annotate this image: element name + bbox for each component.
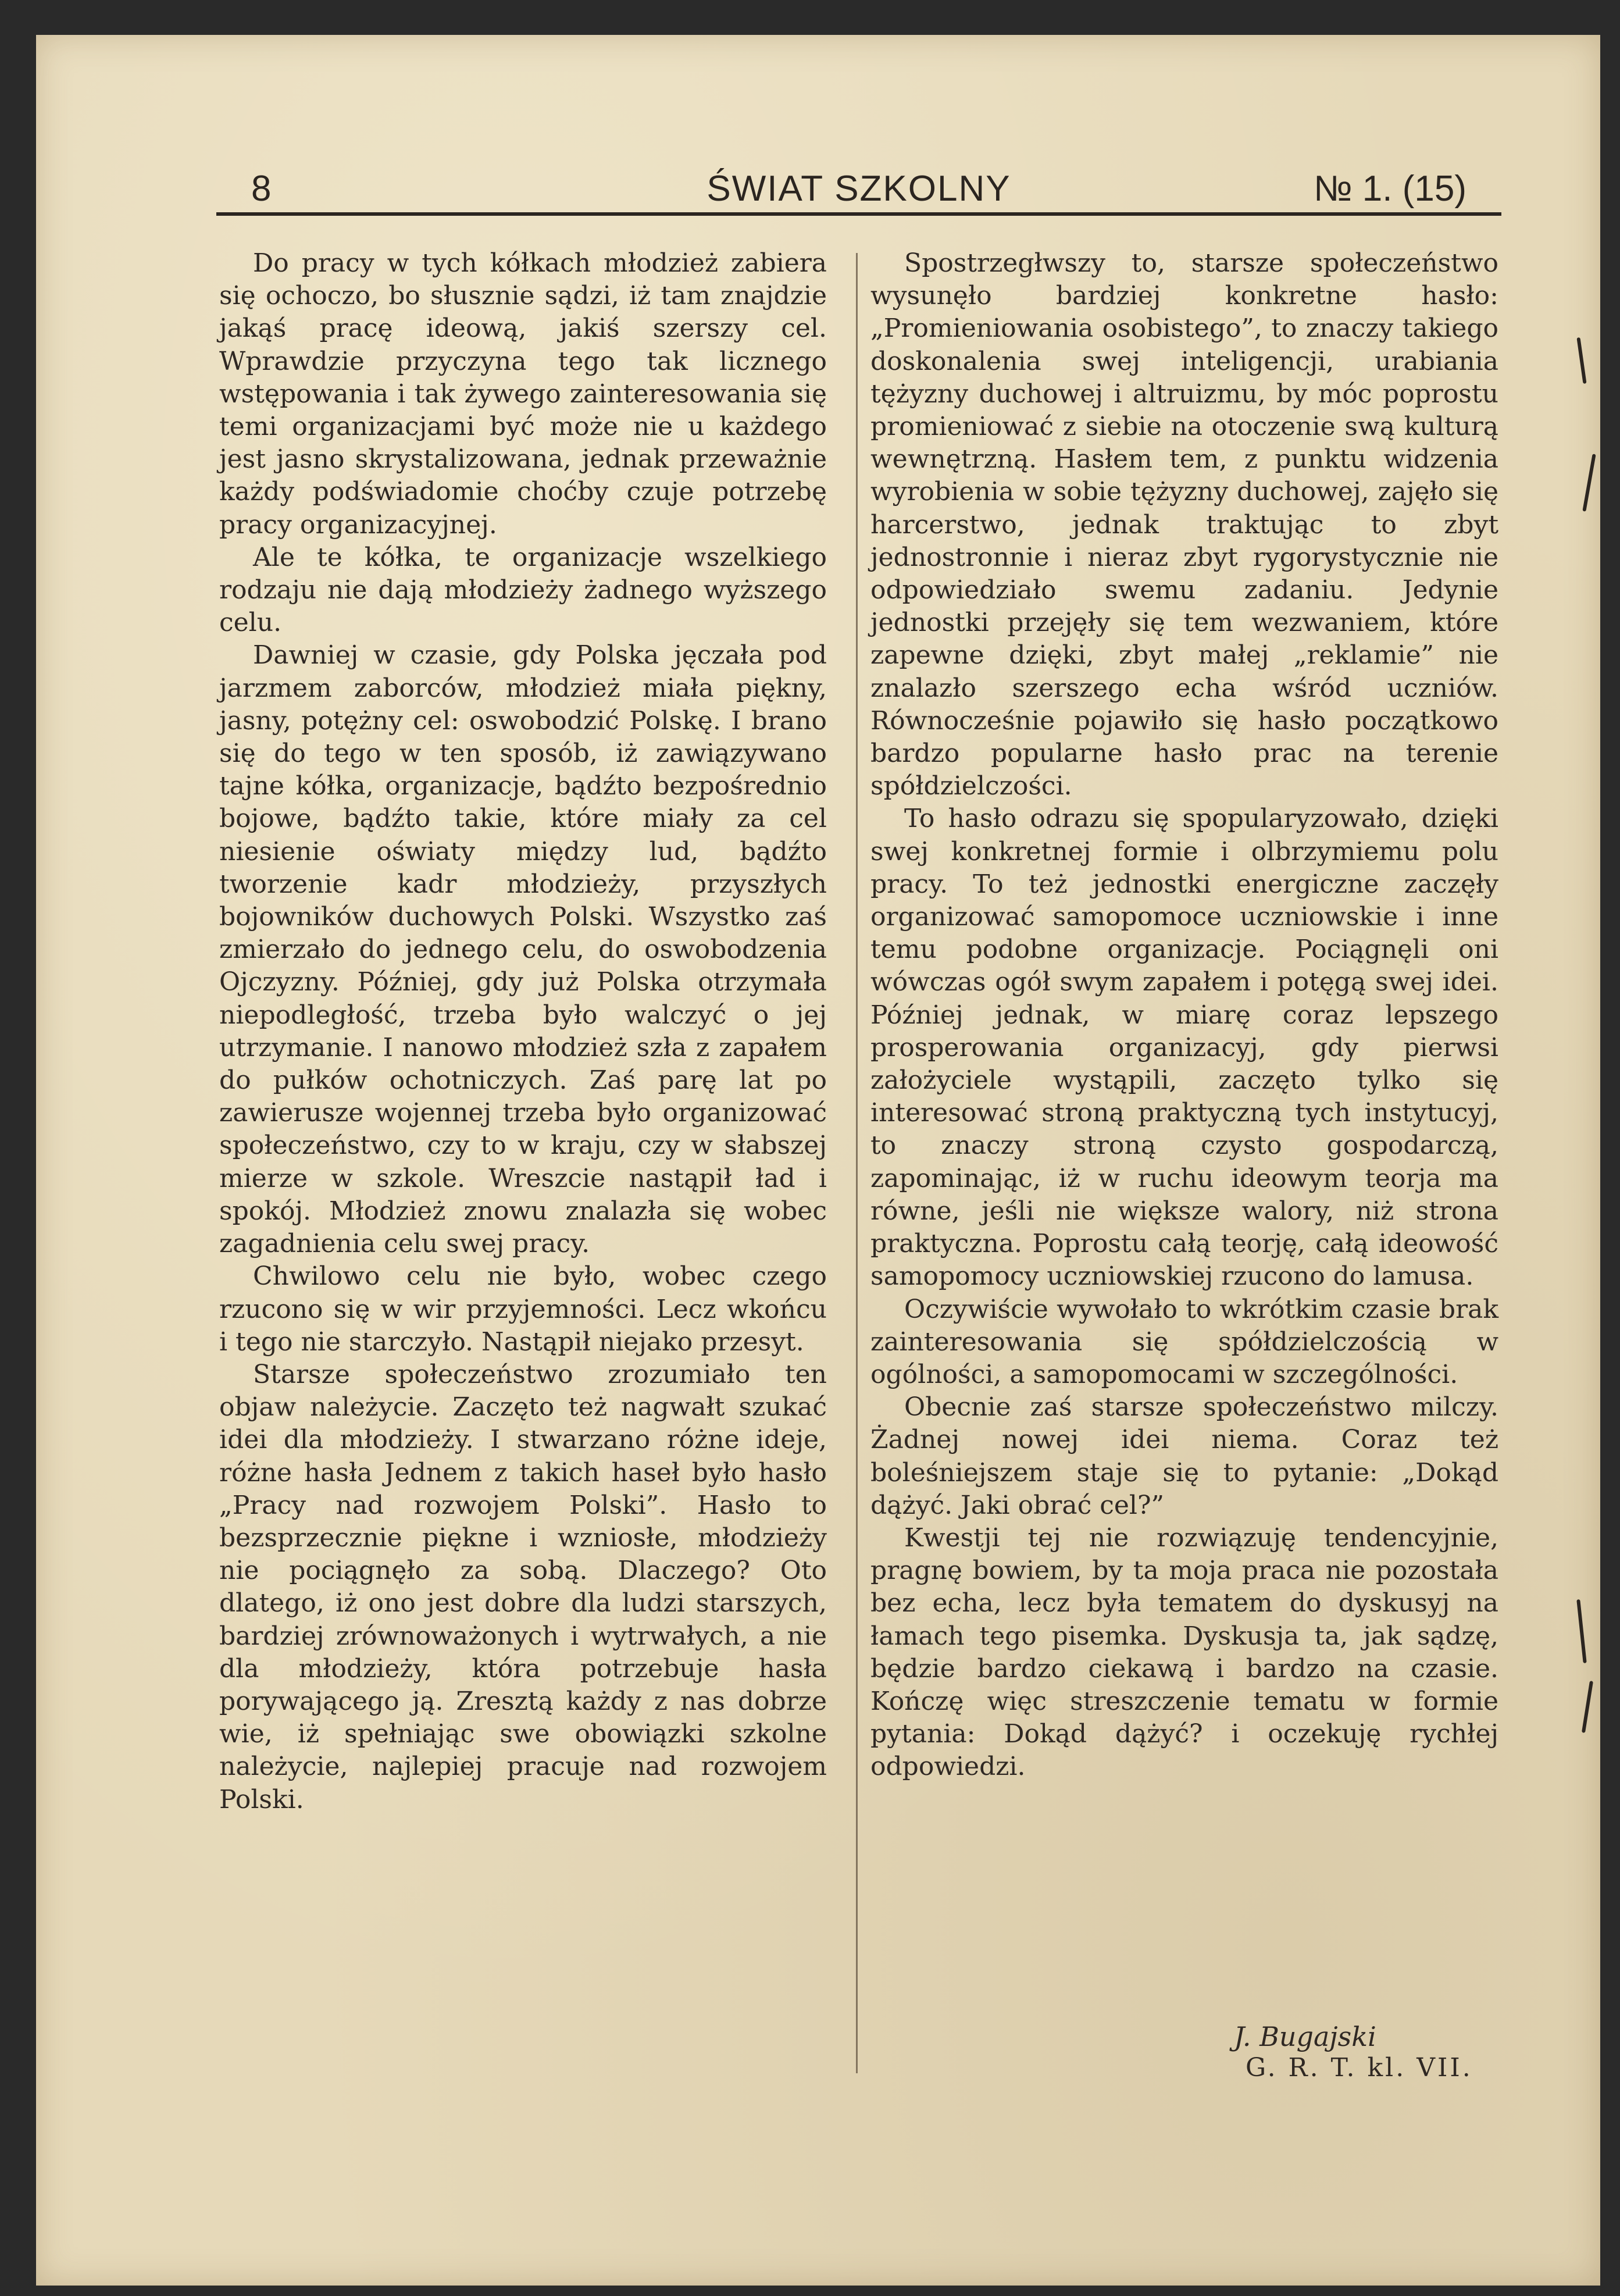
margin-mark (1582, 454, 1596, 512)
paragraph: Chwilowo celu nie było, wobec czego rzucono się w wir przyjemności. Lecz wkońcu i tego nie starczyło. Nastąpił niejako przesyt. (219, 1261, 827, 1357)
page-number: 8 (251, 169, 272, 209)
publication-title: ŚWIAT SZKOLNY (706, 169, 1011, 209)
paragraph: Oczywiście wywołało to wkrótkim czasie brak zainteresowania się spółdzielczością w ogólności, a samopomocami w szczególności. (870, 1294, 1498, 1389)
paragraph: Starsze społeczeństwo zrozumiało ten objaw należycie. Zaczęto też nagwałt szukać idei dla młodzieży. I stwarzano różne ideje, różne hasła Jednem z takich haseł było hasło „Pracy nad rozwojem Polski”. Hasło to bezsprzecznie piękne i wzniosłe, młodzieży nie pociągnęło za sobą. Dlaczego? Oto dlatego, iż ono jest dobre dla ludzi starszych, bardziej zrównoważonych i wytrwałych, a nie dla młodzieży, która potrzebuje hasła porywającego ją. Zresztą każdy z nas dobrze wie, iż spełniając swe obowiązki szkolne należycie, najlepiej pracuje nad rozwojem Polski. (219, 1359, 827, 1814)
margin-mark (1576, 1599, 1586, 1663)
paragraph: Kwestji tej nie rozwiązuję tendencyjnie, pragnę bowiem, by ta moja praca nie pozostała bez echa, lecz była tematem do dyskusyj na łamach tego pisemka. Dyskusja ta, jak sądzę, będzie bardzo ciekawą i bardzo na czasie. Kończę więc streszczenie tematu w formie pytania: Dokąd dążyć? i oczekuję rychłej odpowiedzi. (870, 1523, 1498, 1782)
page-header (216, 160, 1501, 216)
paragraph: Spostrzegłwszy to, starsze społeczeństwo wysunęło bardziej konkretne hasło: „Promieniowania osobistego”, to znaczy takiego doskonalenia swej inteligencji, urabiania tężyzny duchowej i altruizmu, by móc poprostu promieniować z siebie na otoczenie swą kulturą wewnętrzną. Hasłem tem, z punktu widzenia wyrobienia w sobie tężyzny duchowej, zajęło się harcerstwo, jednak traktując to zbyt jednostronnie i nieraz zbyt rygorystycznie nie odpowiedziało swemu zadaniu. Jedynie jednostki przejęły się tem wezwaniem, które zapewne dzięki, zbyt małej „reklamie” nie znalazło szerszego echa wśród uczniów. Równocześnie pojawiło się hasło początkowo bardzo popularne hasło prac na terenie spółdzielczości. (870, 248, 1498, 801)
paragraph: Dawniej w czasie, gdy Polska jęczała pod jarzmem zaborców, młodzież miała piękny, jasny, potężny cel: oswobodzić Polskę. I brano się do tego w ten sposób, iż zawiązywano tajne kółka, organizacje, bądźto bezpośrednio bojowe, bądźto takie, które miały za cel niesienie oświaty między lud, bądźto tworzenie kadr młodzieży, przyszłych bojowników duchowych Polski. Wszystko zaś zmierzało do jednego celu, do oswobodzenia Ojczyzny. Później, gdy już Polska otrzymała niepodległość, trzeba było walczyć o jej utrzymanie. I nanowo młodzież szła z zapałem do pułków ochotniczych. Zaś parę lat po zawierusze wojennej trzeba było organizować społeczeństwo, czy to w kraju, czy w słabszej mierze w szkole. Wreszcie nastąpił ład i spokój. Młodzież znowu znalazła się wobec zagadnienia celu swej pracy. (219, 640, 827, 1259)
margin-mark (1582, 1681, 1593, 1733)
paragraph: To hasło odrazu się spopularyzowało, dzięki swej konkretnej formie i olbrzymiemu polu pracy. To też jednostki energiczne zaczęły organizować samopomoce uczniowskie i inne temu podobne organizacje. Pociągnęli oni wówczas ogół swym zapałem i potęgą swej idei. Później jednak, w miarę coraz lepszego prosperowania organizacyj, gdy pierwsi założyciele wystąpili, zaczęto tylko się interesować stroną praktyczną tych instytucyj, to znaczy stroną czysto gospodarczą, zapominając, iż w ruchu ideowym teorja ma równe, jeśli nie większe walory, niż strona praktyczna. Poprostu całą teorję, całą ideowość samopomocy uczniowskiej rzucono do lamusa. (870, 804, 1498, 1292)
issue-number: № 1. (15) (1314, 169, 1466, 209)
column-divider (856, 253, 858, 2073)
author-affiliation: G. R. T. kl. VII. (1246, 2053, 1473, 2083)
right-column (870, 247, 1498, 1784)
paragraph: Obecnie zaś starsze społeczeństwo milczy. Żadnej nowej idei niema. Coraz też boleśniejszem staje się to pytanie: „Dokąd dążyć. Jaki obrać cel?” (870, 1392, 1498, 1520)
author-signature: J. Bugajski (1234, 2021, 1376, 2052)
left-column (219, 247, 827, 1816)
paragraph: Do pracy w tych kółkach młodzież zabiera się ochoczo, bo słusznie sądzi, iż tam znajdzie jakąś pracę ideową, jakiś szerszy cel. Wprawdzie przyczyna tego tak licznego wstępowania i tak żywego zainteresowania się temi organizacjami być może nie u każdego jest jasno skrystalizowana, jednak przeważnie każdy podświadomie choćby czuje potrzebę pracy organizacyjnej. (219, 248, 827, 540)
margin-mark (1576, 337, 1586, 384)
paragraph: Ale te kółka, te organizacje wszelkiego rodzaju nie dają młodzieży żadnego wyższego celu. (219, 542, 827, 638)
newspaper-page (36, 35, 1600, 2286)
